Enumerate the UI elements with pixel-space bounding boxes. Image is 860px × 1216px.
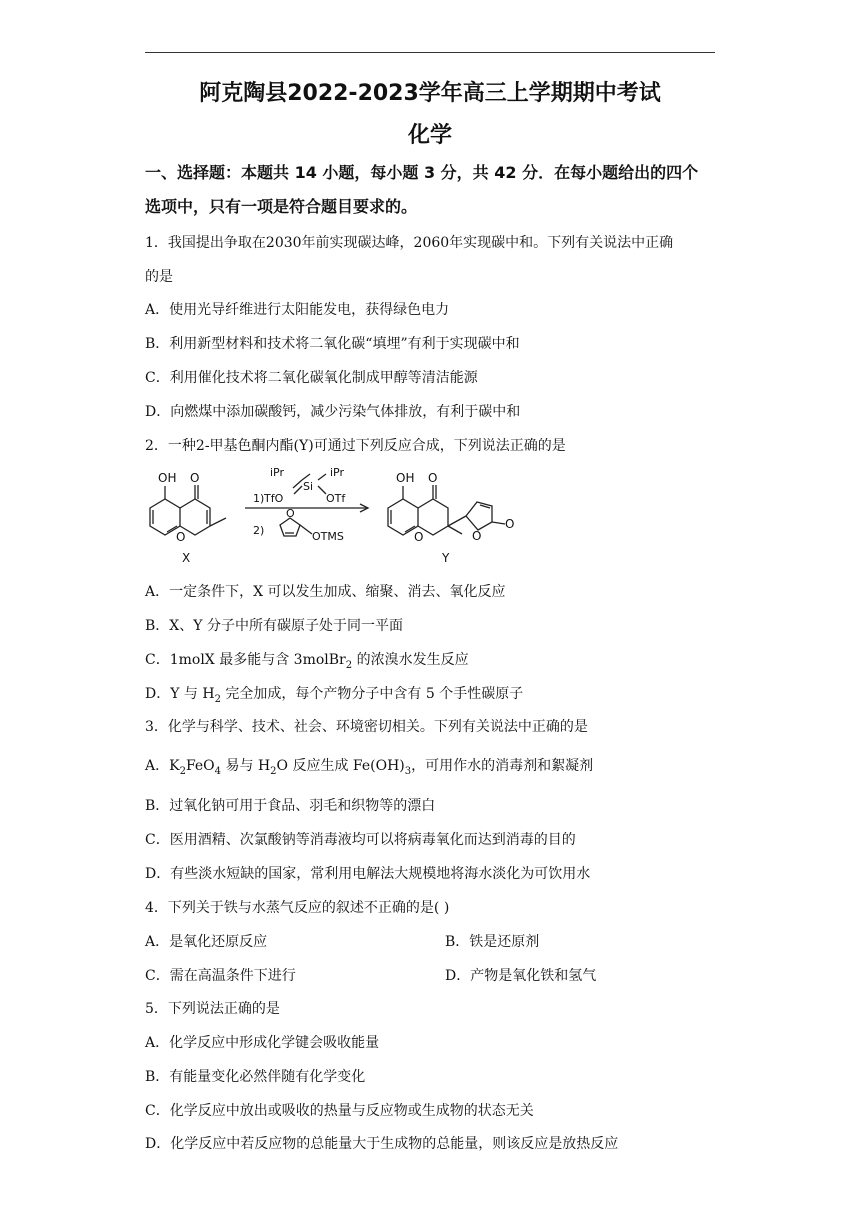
header-rule bbox=[145, 52, 715, 53]
q2-option-a: A．一定条件下，X 可以发生加成、缩聚、消去、氧化反应 bbox=[145, 584, 506, 600]
tfo-label: TfO bbox=[264, 492, 284, 505]
y-oh-label: OH bbox=[396, 471, 415, 485]
q4-option-b: B．铁是还原剂 bbox=[445, 934, 540, 950]
step1-label: 1) bbox=[253, 492, 265, 505]
molecule-x bbox=[150, 485, 226, 535]
q1-option-d: D．向燃煤中添加碳酸钙，减少污染气体排放，有利于碳中和 bbox=[145, 404, 521, 420]
q4-option-d: D．产物是氧化铁和氢气 bbox=[445, 968, 597, 984]
q5-option-b: B．有能量变化必然伴随有化学变化 bbox=[145, 1069, 366, 1085]
x-label: X bbox=[182, 551, 191, 565]
y-ring-o-label: O bbox=[414, 530, 424, 544]
q3-option-a: A．$K_2FeO_4$ 易与 $H_2O$ 反应生成 $Fe(OH)_3$，可用作水的消毒剂和絮凝剂 bbox=[145, 758, 594, 777]
section-intro-line1: 一、选择题：本题共 14 小题，每小题 3 分，共 42 分．在每小题给出的四个 bbox=[145, 163, 699, 182]
molecule-y bbox=[388, 485, 505, 535]
si-label: Si bbox=[303, 480, 314, 493]
q3-option-d: D．有些淡水短缺的国家，常利用电解法大规模地将海水淡化为可饮用水 bbox=[145, 866, 591, 882]
q2-option-c: C．1molX 最多能与含 3molBr$_2$ 的浓溴水发生反应 bbox=[145, 652, 469, 671]
q1-option-a: A．使用光导纤维进行太阳能发电，获得绿色电力 bbox=[145, 302, 450, 318]
q3-option-b: B．过氧化钠可用于食品、羽毛和织物等的漂白 bbox=[145, 798, 436, 814]
x-oh-label: OH bbox=[158, 471, 177, 485]
exam-title: 阿克陶县2022-2023学年高三上学期期中考试 bbox=[199, 81, 661, 106]
q4-option-a: A．是氧化还原反应 bbox=[145, 934, 268, 950]
q5-stem: 5．下列说法正确的是 bbox=[145, 1001, 280, 1017]
q3-option-c: C．医用酒精、次氯酸钠等消毒液均可以将病毒氧化而达到消毒的目的 bbox=[145, 832, 576, 848]
section-intro-line2: 选项中，只有一项是符合题目要求的。 bbox=[145, 197, 418, 216]
q1-option-c: C．利用催化技术将二氧化碳氧化制成甲醇等清洁能源 bbox=[145, 370, 478, 386]
q2-option-b: B．X、Y 分子中所有碳原子处于同一平面 bbox=[145, 618, 403, 634]
q4-option-c: C．需在高温条件下进行 bbox=[145, 968, 296, 984]
q1-option-b: B．利用新型材料和技术将二氧化碳“填埋”有利于实现碳中和 bbox=[145, 336, 520, 352]
ipr-label-left: iPr bbox=[270, 466, 285, 479]
ipr-label-right: iPr bbox=[330, 466, 345, 479]
q2-stem: 2．一种2-甲基色酮内酯(Y)可通过下列反应合成，下列说法正确的是 bbox=[145, 438, 566, 454]
section-intro bbox=[145, 156, 720, 224]
q5-option-a: A．化学反应中形成化学键会吸收能量 bbox=[145, 1035, 380, 1051]
x-carbonyl-o-label: O bbox=[190, 471, 200, 485]
q3-stem: 3．化学与科学、技术、社会、环境密切相关。下列有关说法中正确的是 bbox=[145, 719, 588, 735]
q4-stem: 4．下列关于铁与水蒸气反应的叙述不正确的是( ) bbox=[145, 900, 450, 916]
q2-option-d: D．Y 与 $H_2$ 完全加成，每个产物分子中含有 5 个手性碳原子 bbox=[145, 686, 524, 705]
q1-stem-line2: 的是 bbox=[145, 269, 173, 285]
x-ring-o-label: O bbox=[176, 530, 186, 544]
q5-option-c: C．化学反应中放出或吸收的热量与反应物或生成物的状态无关 bbox=[145, 1103, 534, 1119]
q5-option-d: D．化学反应中若反应物的总能量大于生成物的总能量，则该反应是放热反应 bbox=[145, 1136, 619, 1152]
otms-label: OTMS bbox=[312, 530, 344, 543]
q1-stem-line1: 1．我国提出争取在2030年前实现碳达峰，2060年实现碳中和。下列有关说法中正确 bbox=[145, 235, 674, 251]
otf-label: OTf bbox=[326, 492, 346, 505]
step2-label: 2) bbox=[253, 524, 265, 537]
reaction-scheme bbox=[140, 462, 560, 567]
y-lactone-o-label: O bbox=[472, 529, 482, 543]
furan-o-label: O bbox=[286, 507, 295, 520]
y-lactone-carbonyl-o-label: O bbox=[505, 517, 515, 531]
exam-subject: 化学 bbox=[407, 123, 452, 148]
y-label: Y bbox=[442, 551, 450, 565]
y-carbonyl-o-label: O bbox=[428, 471, 438, 485]
